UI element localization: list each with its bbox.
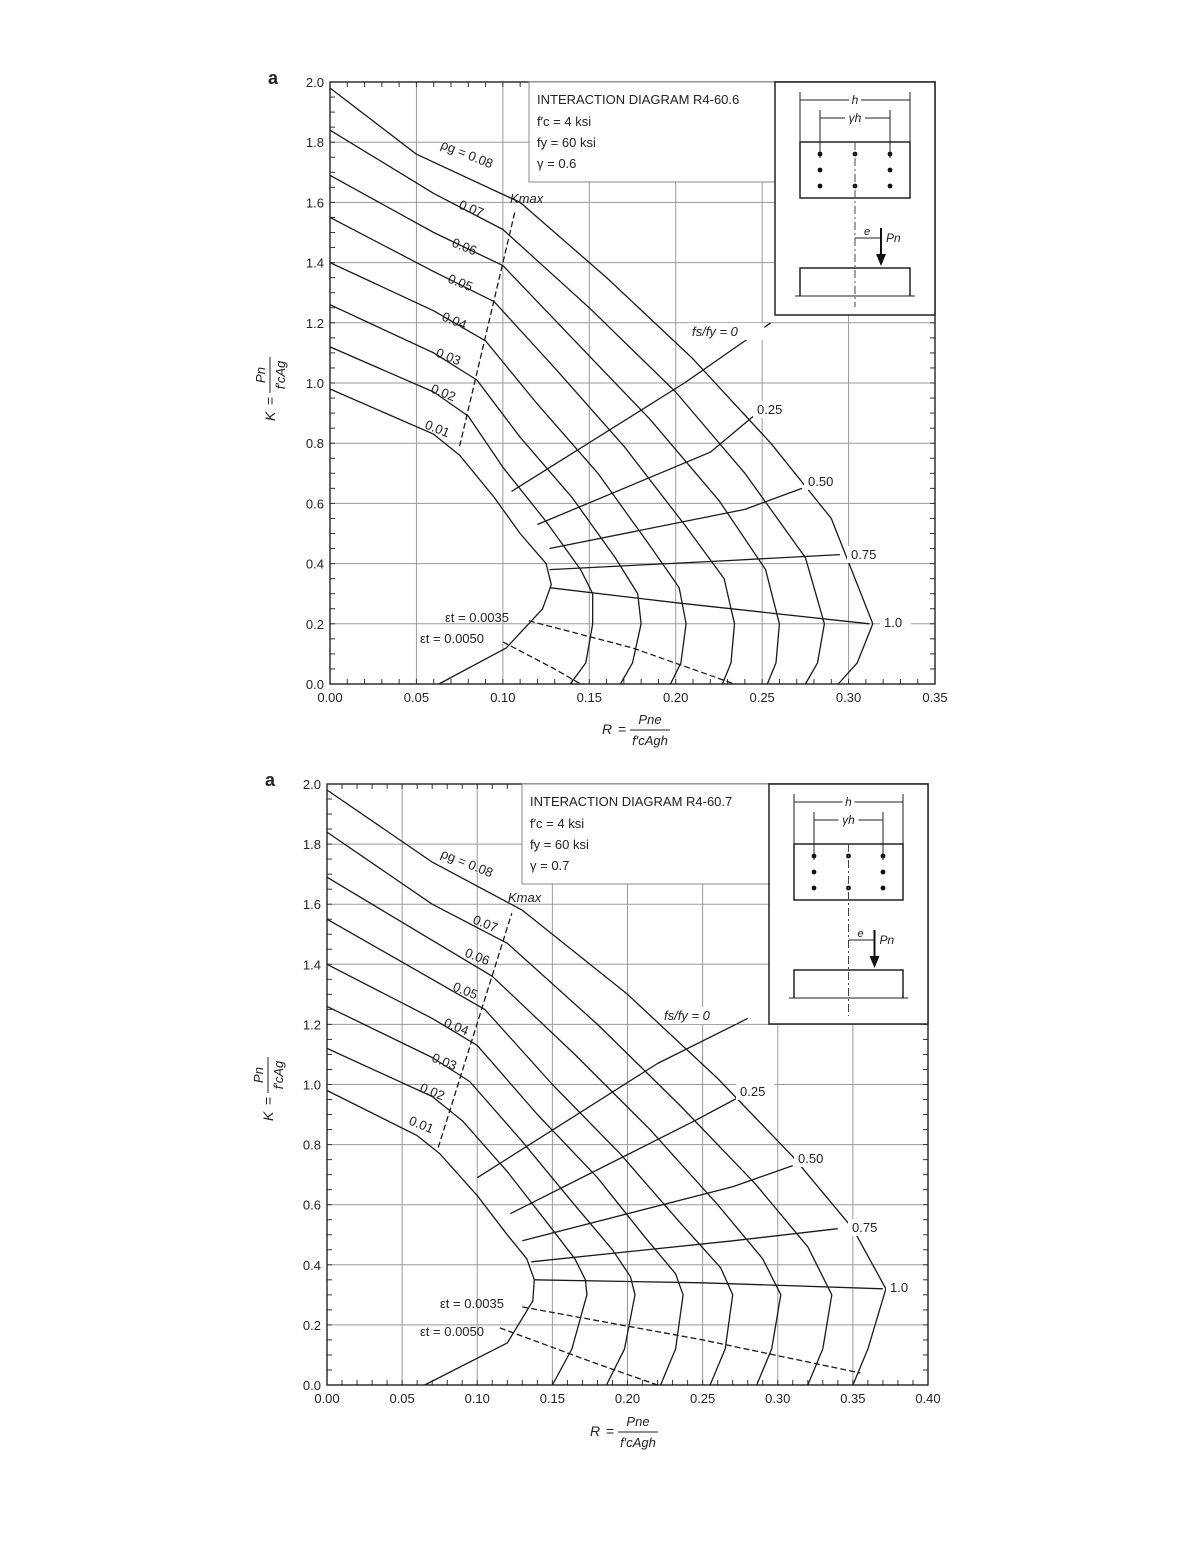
rebar-dot <box>812 886 817 891</box>
x-tick-label: 0.20 <box>614 1391 641 1406</box>
x-title-symbol: R <box>602 721 613 737</box>
y-tick-label: 1.6 <box>302 897 321 913</box>
inset-gamma-h-label: γh <box>848 111 862 125</box>
series-label: 0.07 <box>470 911 500 936</box>
series-line-fs-fy-0-25 <box>537 416 753 524</box>
section-inset <box>769 784 928 1024</box>
y-title-den: f′cAg <box>273 360 288 390</box>
inset-pn-label: Pn <box>879 933 895 947</box>
series-label: fs/fy = 0 <box>664 1008 710 1023</box>
series-line-fs-fy-0-75 <box>550 555 840 570</box>
series-label: 0.03 <box>429 1049 459 1074</box>
series-line--t-0-0050 <box>500 1328 658 1385</box>
series-line--t-0-0035 <box>529 621 735 684</box>
y-tick-label: 0.2 <box>302 1317 321 1333</box>
series-label: 1.0 <box>890 1280 909 1295</box>
y-tick-label: 1.0 <box>305 376 324 391</box>
y-tick-label: 0.2 <box>305 616 324 632</box>
x-tick-label: 0.25 <box>689 1391 716 1406</box>
param-text: f′c = 4 ksi <box>530 816 585 831</box>
x-title-num: Pne <box>638 712 662 727</box>
x-tick-label: 0.05 <box>403 690 430 705</box>
x-tick-label: 0.35 <box>840 1391 866 1406</box>
inset-e-label: e <box>857 928 864 940</box>
series-label: 0.03 <box>433 344 463 369</box>
inset-gamma-h-label: γh <box>842 813 855 827</box>
section-inset <box>775 82 935 315</box>
x-tick-label: 0.25 <box>749 690 775 705</box>
y-tick-label: 0.8 <box>305 436 324 452</box>
series-label: 0.06 <box>462 944 492 969</box>
y-title-eq: = <box>260 1096 276 1105</box>
y-tick-label: 1.0 <box>302 1077 321 1093</box>
y-tick-label: 1.8 <box>305 135 324 151</box>
series-label: 0.50 <box>808 474 834 489</box>
series-label: 1.0 <box>884 615 903 630</box>
param-text: fy = 60 ksi <box>530 837 589 852</box>
panel-tag: a <box>268 68 279 88</box>
x-title-den: f′cAgh <box>620 1435 656 1450</box>
series-label: 0.01 <box>422 416 452 441</box>
x-tick-label: 0.00 <box>314 1391 340 1406</box>
rebar-dot <box>881 854 886 859</box>
series-label: 0.06 <box>449 234 479 259</box>
x-axis-title <box>590 1414 658 1450</box>
series-line-0-05 <box>327 919 733 1385</box>
series-label: 0.75 <box>852 1220 878 1235</box>
series-label: 0.02 <box>417 1079 447 1104</box>
x-tick-label: 0.05 <box>389 1391 415 1406</box>
chart-panel-1 <box>253 68 948 748</box>
series-label: εt = 0.0050 <box>420 1324 484 1339</box>
series-label: 0.05 <box>445 270 475 295</box>
x-tick-label: 0.35 <box>922 690 948 705</box>
x-tick-label: 0.20 <box>663 690 689 705</box>
series-label: εt = 0.0035 <box>440 1296 504 1311</box>
y-tick-label: 1.4 <box>305 255 324 271</box>
rebar-dot <box>812 854 817 859</box>
rebar-dot <box>888 152 893 157</box>
series-line-fs-fy-0-50 <box>522 1166 793 1241</box>
rebar-dot <box>881 870 886 875</box>
rebar-dot <box>881 886 886 891</box>
x-axis-title <box>602 712 670 748</box>
panel-tag: a <box>265 770 276 790</box>
y-tick-label: 0.6 <box>302 1197 321 1213</box>
chart-title: INTERACTION DIAGRAM R4-60.6 <box>537 92 740 107</box>
y-tick-label: 0.8 <box>302 1137 321 1153</box>
x-tick-label: 0.00 <box>317 690 343 705</box>
series-line-fs-fy-0 <box>477 1018 747 1177</box>
series-label: 0.25 <box>740 1084 766 1099</box>
y-title-den: f′cAg <box>271 1060 286 1090</box>
x-tick-label: 0.30 <box>765 1391 791 1406</box>
series-label: 0.07 <box>456 196 486 221</box>
series-label: 0.50 <box>798 1151 824 1166</box>
x-title-eq: = <box>618 721 627 737</box>
series-label: Kmax <box>510 191 544 206</box>
series-line-0-06 <box>330 175 779 684</box>
y-axis-title <box>253 357 288 421</box>
y-title-eq: = <box>262 396 278 405</box>
rebar-dot <box>818 184 823 189</box>
series-line-fs-fy-0 <box>512 323 771 492</box>
rebar-dot <box>812 870 817 875</box>
y-title-num: Pn <box>251 1067 266 1083</box>
y-tick-label: 0.6 <box>305 496 324 512</box>
y-tick-label: 1.2 <box>305 315 324 331</box>
series-label: 0.04 <box>441 1014 471 1039</box>
series-line-fs-fy-0-25 <box>510 1097 740 1214</box>
series-line-0-07 <box>330 130 824 684</box>
x-tick-label: 0.10 <box>464 1391 490 1406</box>
rebar-dot <box>818 152 823 157</box>
series-label: fs/fy = 0 <box>692 324 738 339</box>
series-label: 0.01 <box>406 1112 436 1137</box>
series-line-0-07 <box>327 832 832 1385</box>
inset-pn-label: Pn <box>886 231 901 245</box>
series-label: 0.02 <box>428 380 458 405</box>
series-label: 0.04 <box>439 308 469 333</box>
series-label: 0.25 <box>757 402 783 417</box>
series-label: ρg = 0.08 <box>438 136 496 172</box>
x-tick-label: 0.10 <box>490 690 516 705</box>
y-tick-label: 0.4 <box>302 1257 321 1273</box>
y-tick-label: 2.0 <box>302 777 321 792</box>
y-tick-label: 1.8 <box>302 837 321 853</box>
series-line-fs-fy-1-0 <box>550 588 870 624</box>
y-tick-label: 0.0 <box>305 677 324 692</box>
x-title-num: Pne <box>626 1414 650 1429</box>
series-label: 0.75 <box>851 547 877 562</box>
rebar-dot <box>888 168 893 173</box>
x-tick-label: 0.40 <box>915 1391 941 1406</box>
series-label: εt = 0.0035 <box>445 610 509 625</box>
series-label: 0.05 <box>450 978 480 1003</box>
y-tick-label: 1.2 <box>302 1017 321 1033</box>
y-title-symbol: K <box>260 1111 276 1121</box>
x-title-den: f′cAgh <box>632 733 668 748</box>
param-text: γ = 0.7 <box>530 858 570 873</box>
series-label: εt = 0.0050 <box>420 631 484 646</box>
rebar-dot <box>818 168 823 173</box>
x-tick-label: 0.15 <box>539 1391 566 1406</box>
series-line--t-0-0035 <box>522 1307 860 1373</box>
x-tick-label: 0.15 <box>576 690 602 705</box>
series-line-fs-fy-0-75 <box>531 1229 838 1262</box>
series-label: Kmax <box>508 890 542 905</box>
chart-title: INTERACTION DIAGRAM R4-60.7 <box>530 794 733 809</box>
inset-h-label: h <box>845 795 852 809</box>
rebar-dot <box>888 184 893 189</box>
x-title-symbol: R <box>590 1423 601 1439</box>
x-title-eq: = <box>606 1423 615 1439</box>
param-text: fy = 60 ksi <box>537 135 596 150</box>
y-title-symbol: K <box>262 411 278 421</box>
chart-panel-2 <box>251 770 941 1450</box>
param-text: f′c = 4 ksi <box>537 114 592 129</box>
y-title-num: Pn <box>253 367 268 383</box>
series-line--t-0-0050 <box>503 642 581 684</box>
inset-e-label: e <box>863 226 871 238</box>
inset-h-label: h <box>851 93 859 107</box>
y-tick-label: 0.4 <box>305 556 324 572</box>
y-tick-label: 1.4 <box>302 957 321 973</box>
y-tick-label: 1.6 <box>305 195 324 211</box>
y-tick-label: 2.0 <box>305 75 324 90</box>
param-text: γ = 0.6 <box>537 156 577 171</box>
series-label: ρg = 0.08 <box>438 845 496 881</box>
x-tick-label: 0.30 <box>835 690 862 705</box>
y-tick-label: 0.0 <box>302 1378 321 1393</box>
y-axis-title <box>251 1057 286 1121</box>
